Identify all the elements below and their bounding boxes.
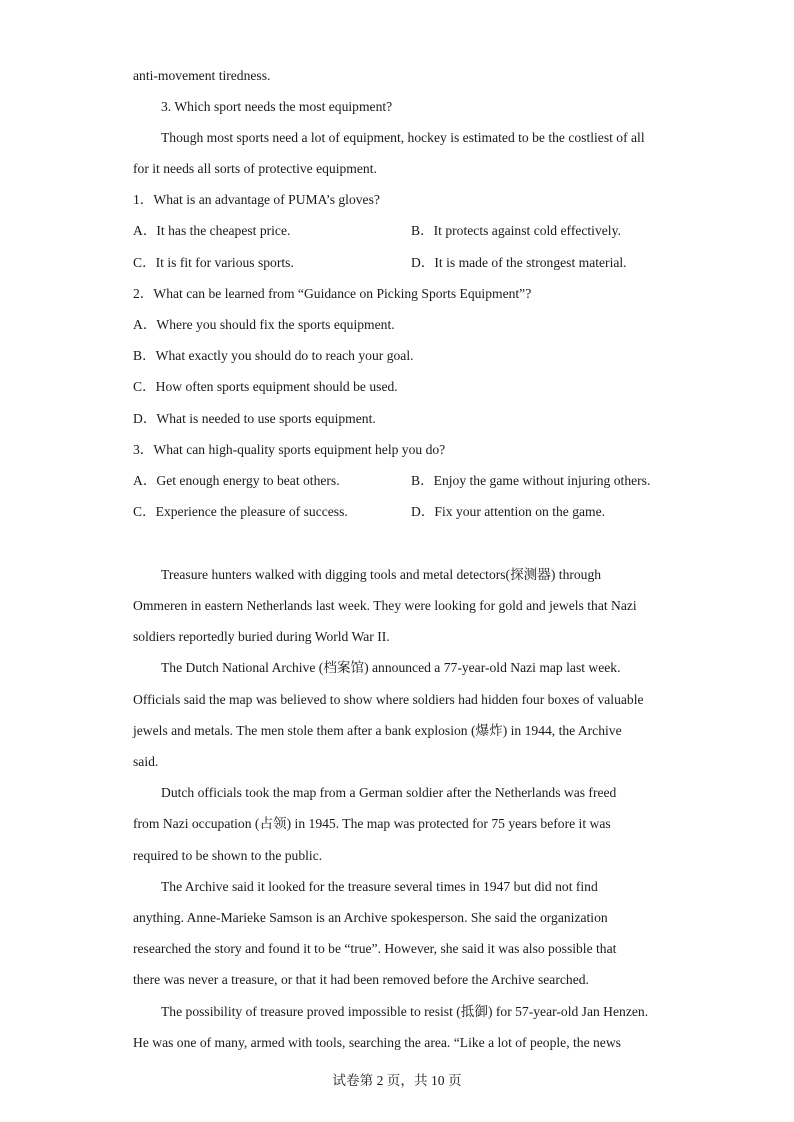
passage-line: Treasure hunters walked with digging tools and metal detectors(探测器) through <box>161 567 602 582</box>
page-footer: 试卷第 2 页，共 10 页 <box>332 1073 462 1088</box>
question-3-option-c: C．Experience the pleasure of success. <box>133 504 348 519</box>
question-3-option-b: B．Enjoy the game without injuring others. <box>411 473 651 488</box>
question-stem-1: 1．What is an advantage of PUMA’s gloves? <box>133 192 380 207</box>
passage-line: anything. Anne-Marieke Samson is an Archive spokesperson. She said the organization <box>133 910 608 925</box>
section-heading: 3. Which sport needs the most equipment? <box>161 99 393 114</box>
passage-line: required to be shown to the public. <box>133 848 323 863</box>
passage-line: Dutch officials took the map from a German soldier after the Netherlands was freed <box>161 785 617 800</box>
passage-line: He was one of many, armed with tools, searching the area. “Like a lot of people, the news <box>133 1035 621 1050</box>
text-line: for it needs all sorts of protective equipment. <box>133 161 377 176</box>
question-2-option-b: B．What exactly you should do to reach your goal. <box>133 348 414 363</box>
question-3-option-d: D．Fix your attention on the game. <box>411 504 606 519</box>
question-2-option-c: C．How often sports equipment should be used. <box>133 379 398 394</box>
question-1-option-a: A．It has the cheapest price. <box>133 223 291 238</box>
question-1-option-d: D．It is made of the strongest material. <box>411 255 627 270</box>
question-3-option-a: A．Get enough energy to beat others. <box>133 473 340 488</box>
question-2-option-a: A．Where you should fix the sports equipment. <box>133 317 395 332</box>
passage-line: jewels and metals. The men stole them after a bank explosion (爆炸) in 1944, the Archive <box>133 723 622 738</box>
passage-line: there was never a treasure, or that it had been removed before the Archive searched. <box>133 972 589 987</box>
text-line: anti-movement tiredness. <box>133 68 271 83</box>
question-1-option-b: B．It protects against cold effectively. <box>411 223 621 238</box>
passage-line: The possibility of treasure proved impossible to resist (抵御) for 57-year-old Jan Henzen. <box>161 1004 649 1019</box>
question-1-option-c: C．It is fit for various sports. <box>133 255 294 270</box>
text-line: Though most sports need a lot of equipment, hockey is estimated to be the costliest of all <box>161 130 645 145</box>
question-stem-3: 3．What can high-quality sports equipment help you do? <box>133 442 446 457</box>
passage-line: Officials said the map was believed to show where soldiers had hidden four boxes of valuable <box>133 692 644 707</box>
passage-line: researched the story and found it to be “true”. However, she said it was also possible that <box>133 941 617 956</box>
passage-line: soldiers reportedly buried during World War II. <box>133 629 390 644</box>
passage-line: The Archive said it looked for the treasure several times in 1947 but did not find <box>161 879 598 894</box>
passage-line: The Dutch National Archive (档案馆) announced a 77-year-old Nazi map last week. <box>161 660 621 675</box>
question-2-option-d: D．What is needed to use sports equipment. <box>133 411 376 426</box>
passage-line: from Nazi occupation (占领) in 1945. The map was protected for 75 years before it was <box>133 816 611 831</box>
question-stem-2: 2．What can be learned from “Guidance on Picking Sports Equipment”? <box>133 286 532 301</box>
passage-line: said. <box>133 754 159 769</box>
passage-line: Ommeren in eastern Netherlands last week. They were looking for gold and jewels that Nazi <box>133 598 637 613</box>
